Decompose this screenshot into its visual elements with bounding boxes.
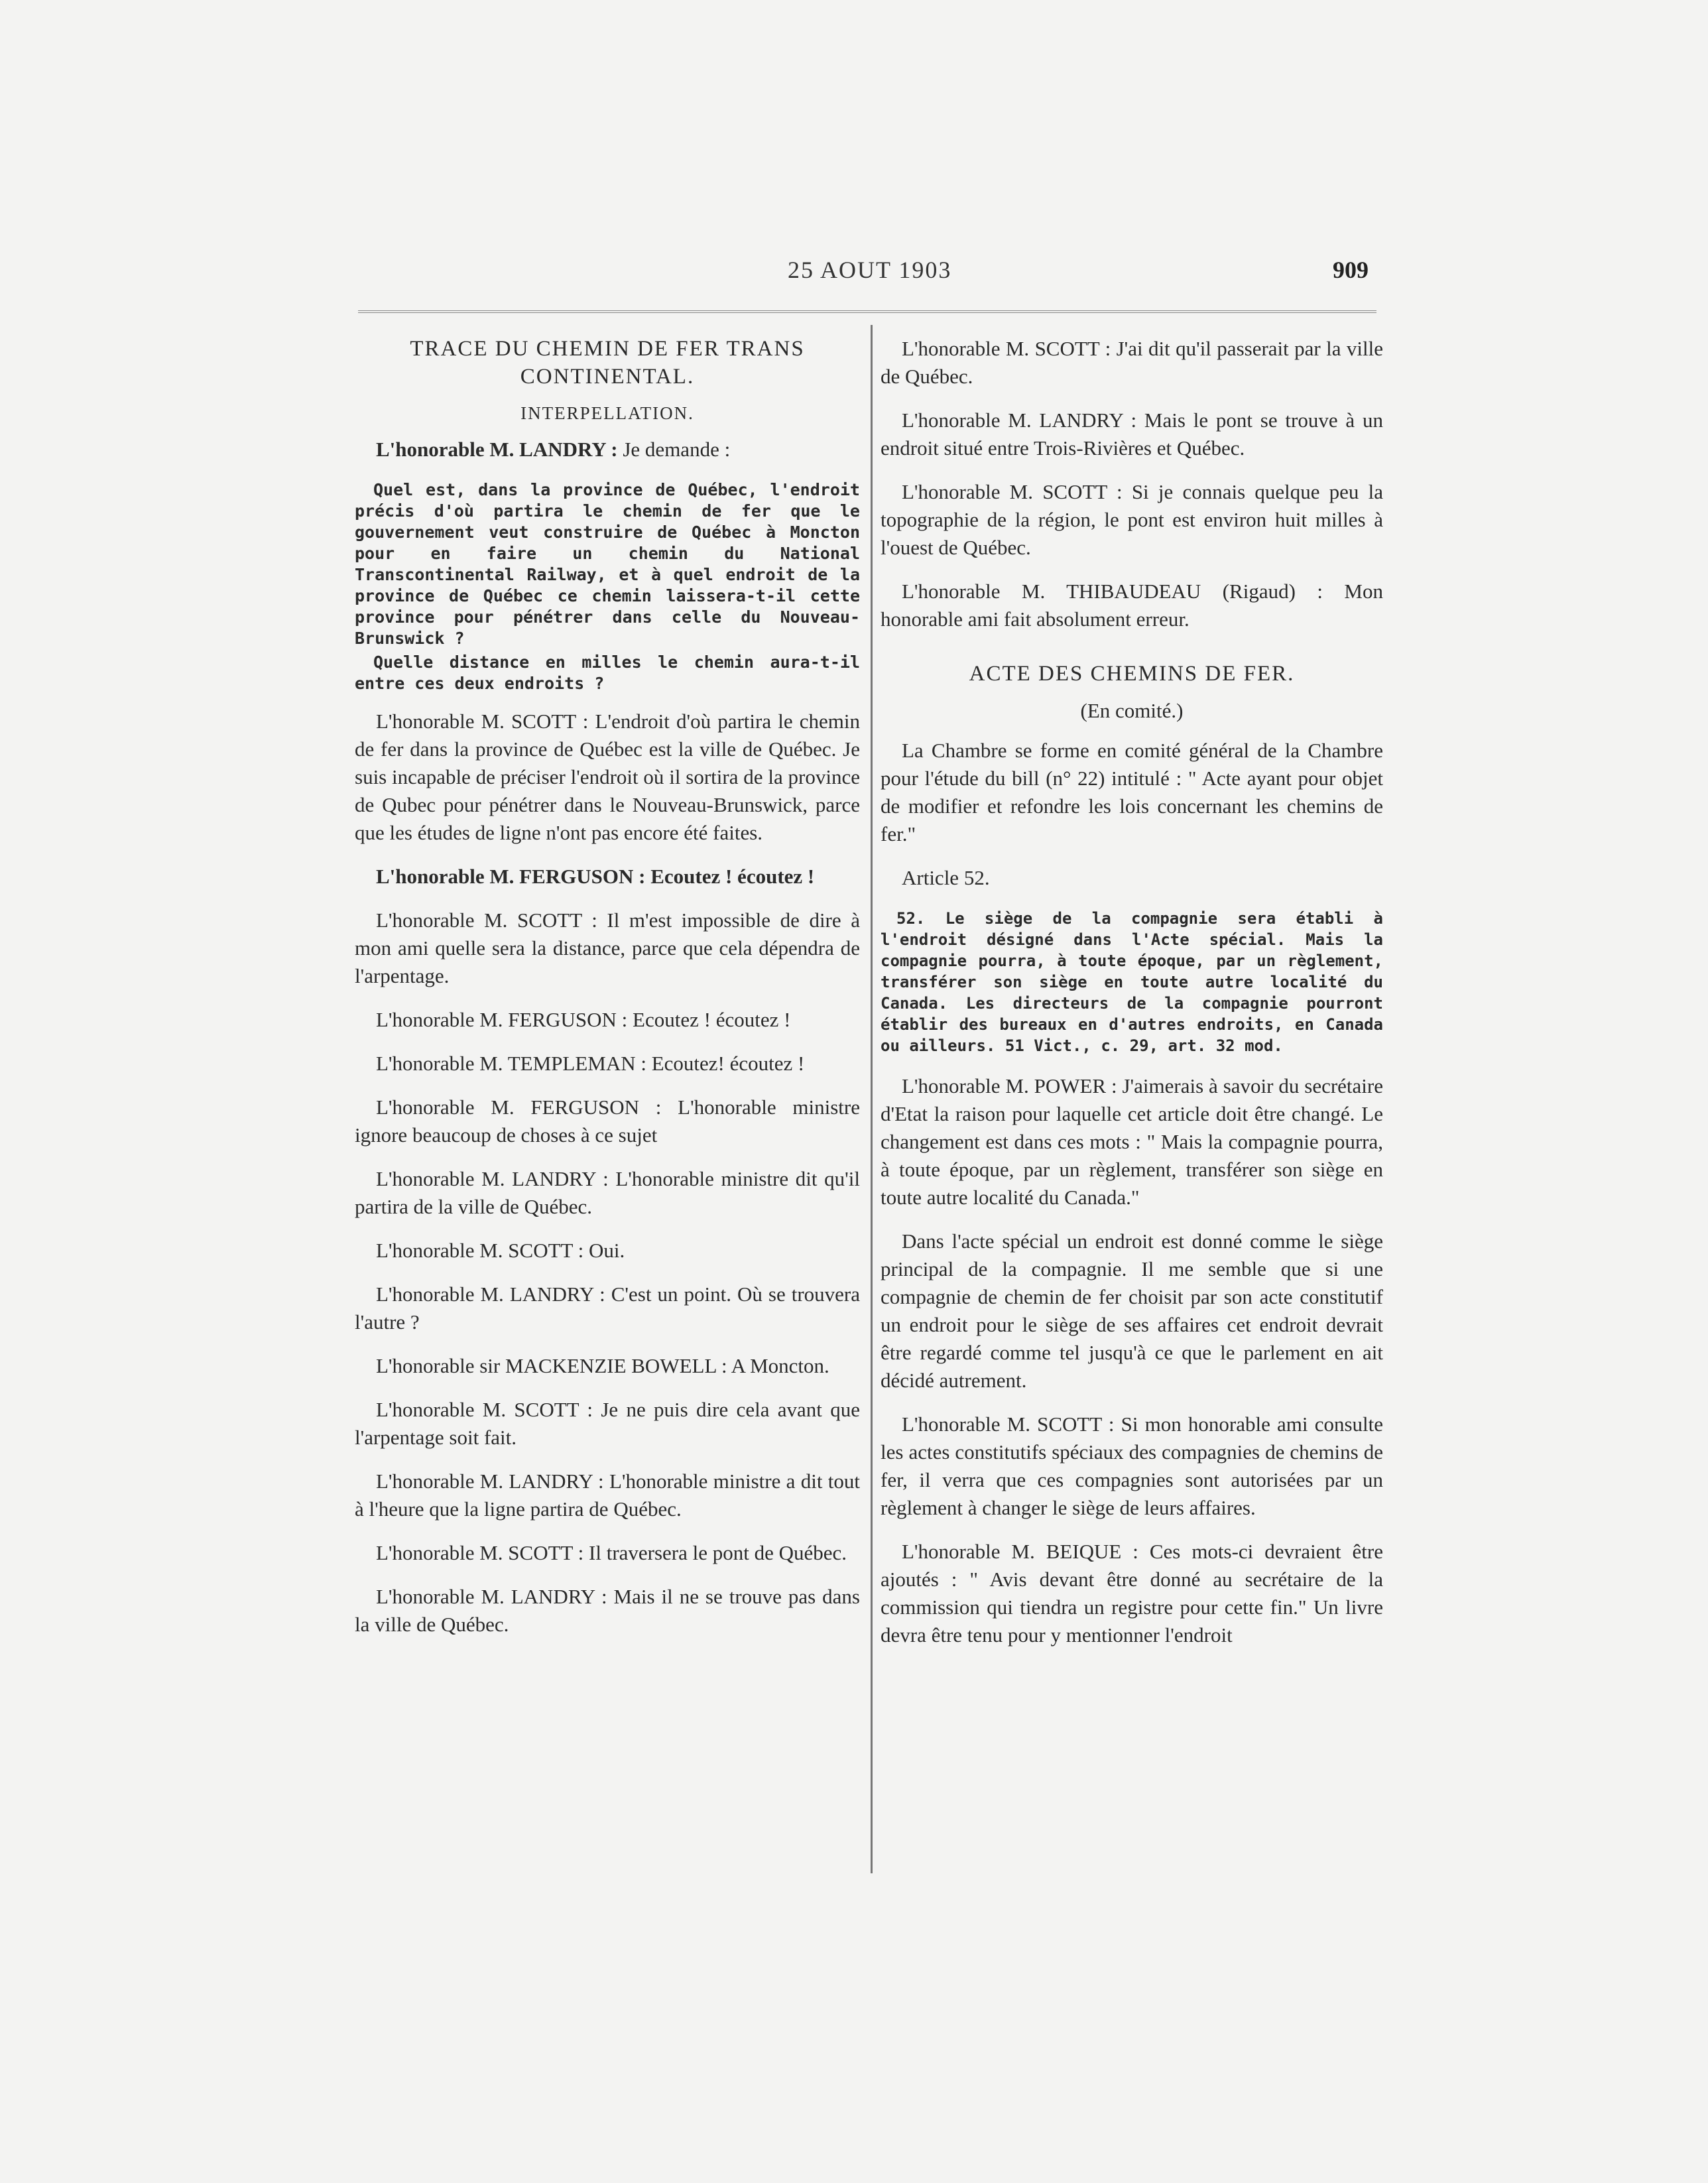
paragraph: L'honorable sir MACKENZIE BOWELL : A Moncton. <box>376 1354 829 1377</box>
paragraph: L'honorable M. LANDRY : Mais le pont se trouve à un endroit situé entre Trois-Rivières et Québec. <box>881 408 1383 460</box>
column-divider <box>871 325 873 1873</box>
paragraph: L'honorable M. LANDRY : L'honorable ministre dit qu'il partira de la ville de Québec. <box>355 1167 860 1218</box>
paragraph: Dans l'acte spécial un endroit est donné comme le siège principal de la compagnie. Il me semble que si une compagnie de chemin de fer choisit par son acte constitutif un endroit pour le siège de ses affaires cet endroit devrait être regardé comme tel jusqu'à ce que le parlement en ait décidé autrement. <box>881 1229 1383 1392</box>
paragraph: L'honorable M. SCOTT : Il traversera le pont de Québec. <box>376 1541 847 1564</box>
paragraph <box>355 436 860 464</box>
paragraph: L'honorable M. SCOTT : Si mon honorable ami consulte les actes constitutifs spéciaux des compagnies de chemins de fer, il verra que ces compagnies sont autorisées par un règlement à changer le siège de leurs affaires. <box>881 1412 1383 1519</box>
paragraph: L'honorable M. SCOTT : Oui. <box>376 1239 625 1262</box>
paragraph: L'honorable M. TEMPLEMAN : Ecoutez! écoutez ! <box>376 1052 805 1075</box>
question-text: Quel est, dans la province de Québec, l'endroit précis d'où partira le chemin de fer que le gouvernement veut construire de Québec à Moncton pour en faire un chemin du National Transcontinental Railway, et à quel endroit de la province de Québec ce chemin laissera-t-il cette province pour pénétrer dans celle du Nouveau-Brunswick ? <box>355 480 860 648</box>
page-number: 909 <box>1333 257 1369 283</box>
paragraph: L'honorable M. THIBAUDEAU (Rigaud) : Mon honorable ami fait absolument erreur. <box>881 580 1383 631</box>
paragraph: L'honorable M. LANDRY : L'honorable ministre a dit tout à l'heure que la ligne partira de Québec. <box>355 1469 860 1521</box>
paragraph: L'honorable M. SCOTT : Je ne puis dire cela avant que l'arpentage soit fait. <box>355 1398 860 1449</box>
section-title: ACTE DES CHEMINS DE FER. <box>969 662 1295 686</box>
paragraph: L'honorable M. FERGUSON : Ecoutez ! écoutez ! <box>376 865 815 888</box>
paragraph: L'honorable M. LANDRY : Mais il ne se trouve pas dans la ville de Québec. <box>355 1585 860 1636</box>
speech-text: Je demande : <box>617 438 731 461</box>
question-text: Quelle distance en milles le chemin aura-t-il entre ces deux endroits ? <box>355 653 860 693</box>
paragraph: L'honorable M. FERGUSON : Ecoutez ! écoutez ! <box>376 1008 791 1031</box>
section-title: TRACE DU CHEMIN DE FER TRANS CONTINENTAL. <box>410 337 805 389</box>
paragraph: L'honorable M. BEIQUE : Ces mots-ci devraient être ajoutés : " Avis devant être donné au secrétaire de la commission qui tiendra un registre pour cette fin." Un livre devra être tenu pour y mentionner l'endroit <box>881 1540 1383 1647</box>
article-heading: Article 52. <box>902 866 990 889</box>
paragraph: L'honorable M. SCOTT : J'ai dit qu'il passerait par la ville de Québec. <box>881 337 1383 388</box>
paragraph: L'honorable M. FERGUSON : L'honorable ministre ignore beaucoup de choses à ce sujet <box>355 1095 860 1147</box>
paragraph: L'honorable M. LANDRY : C'est un point. Où se trouvera l'autre ? <box>355 1282 860 1334</box>
section-subtitle: (En comité.) <box>1080 699 1184 722</box>
paragraph: L'honorable M. SCOTT : L'endroit d'où partira le chemin de fer dans la province de Québec est la ville de Québec. Je suis incapable de préciser l'endroit où il sortira de la province de Qubec pour pénétrer dans le Nouveau-Brunswick, parce que les études de ligne n'ont pas encore été faites. <box>355 710 860 844</box>
section-subtitle: INTERPELLATION. <box>520 403 694 423</box>
speaker-label: L'honorable M. LANDRY : <box>376 438 618 461</box>
left-column <box>355 335 860 1654</box>
page-date: 25 AOUT 1903 <box>788 257 952 283</box>
paragraph: L'honorable M. SCOTT : Si je connais quelque peu la topographie de la région, le pont est environ huit milles à l'ouest de Québec. <box>881 480 1383 559</box>
paragraph: L'honorable M. SCOTT : Il m'est impossible de dire à mon ami quelle sera la distance, parce que cela dépendra de l'arpentage. <box>355 908 860 987</box>
header-rule <box>358 310 1376 313</box>
article-text: 52. Le siège de la compagnie sera établi à l'endroit désigné dans l'Acte spécial. Mais la compagnie pourra, à toute époque, par un règlement, transférer son siège en toute autre localité du Canada. Les directeurs de la compagnie pourront établir des bureaux en d'autres endroits, en Canada ou ailleurs. 51 Vict., c. 29, art. 32 mod. <box>881 909 1383 1055</box>
paragraph: L'honorable M. POWER : J'aimerais à savoir du secrétaire d'Etat la raison pour laquelle cet article doit être changé. Le changement est dans ces mots : " Mais la compagnie pourra, à toute époque, par un règlement, transférer son siège en toute autre localité du Canada." <box>881 1074 1383 1209</box>
paragraph: La Chambre se forme en comité général de la Chambre pour l'étude du bill (n° 22) intitulé : " Acte ayant pour objet de modifier et refondre les lois concernant les chemins de fer." <box>881 739 1383 845</box>
right-column <box>881 335 1383 1665</box>
